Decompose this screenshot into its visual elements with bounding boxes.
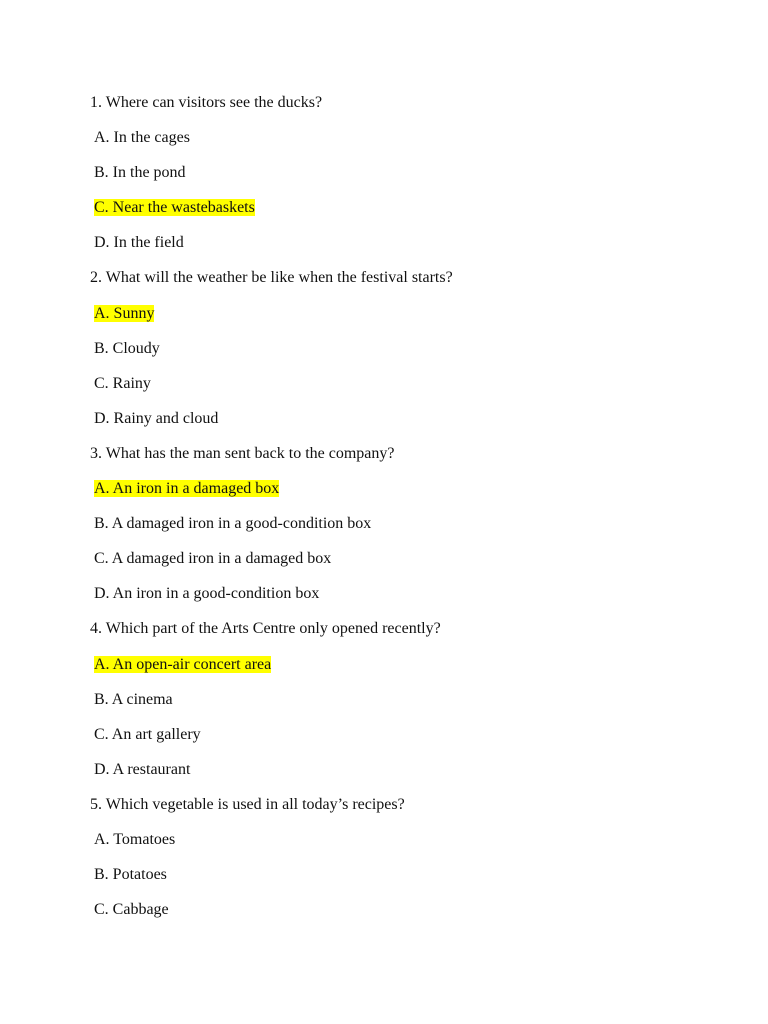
question-5 xyxy=(90,793,710,828)
highlighted-option-text: A. An iron in a damaged box xyxy=(94,480,280,498)
question-5-option-b xyxy=(90,863,710,898)
option-text: B. Cloudy xyxy=(94,339,160,357)
question-1-option-b xyxy=(90,161,710,196)
question-4-option-c xyxy=(90,723,710,758)
option-text: D. A restaurant xyxy=(94,760,191,778)
question-2 xyxy=(90,266,710,301)
option-text: B. In the pond xyxy=(94,164,186,182)
question-text: 5. Which vegetable is used in all today’s recipes? xyxy=(90,795,405,813)
quiz-content xyxy=(90,91,710,933)
question-3-option-b xyxy=(90,512,710,547)
option-text: C. An art gallery xyxy=(94,725,201,743)
question-2-option-a xyxy=(90,302,710,337)
highlighted-option-text: C. Near the wastebaskets xyxy=(94,199,255,217)
option-text: D. An iron in a good-condition box xyxy=(94,585,320,603)
question-1-option-d xyxy=(90,231,710,266)
question-text: 2. What will the weather be like when the festival starts? xyxy=(90,269,453,287)
question-3-option-a xyxy=(90,477,710,512)
question-3-option-c xyxy=(90,547,710,582)
option-text: B. A damaged iron in a good-condition box xyxy=(94,515,372,533)
question-4-option-b xyxy=(90,688,710,723)
question-text: 3. What has the man sent back to the company? xyxy=(90,444,395,462)
option-text: A. In the cages xyxy=(94,129,190,147)
question-4-option-d xyxy=(90,758,710,793)
question-5-option-c xyxy=(90,898,710,933)
highlighted-option-text: A. Sunny xyxy=(94,304,155,322)
option-text: A. Tomatoes xyxy=(94,830,176,848)
option-text: C. Rainy xyxy=(94,374,151,392)
question-3-option-d xyxy=(90,582,710,617)
option-text: D. Rainy and cloud xyxy=(94,409,219,427)
option-text: C. Cabbage xyxy=(94,901,169,919)
question-text: 4. Which part of the Arts Centre only opened recently? xyxy=(90,620,441,638)
question-1-option-a xyxy=(90,126,710,161)
question-4-option-a xyxy=(90,653,710,688)
option-text: C. A damaged iron in a damaged box xyxy=(94,550,332,568)
question-4 xyxy=(90,617,710,652)
option-text: B. A cinema xyxy=(94,690,173,708)
option-text: D. In the field xyxy=(94,234,184,252)
question-5-option-a xyxy=(90,828,710,863)
question-1 xyxy=(90,91,710,126)
question-3 xyxy=(90,442,710,477)
question-2-option-b xyxy=(90,337,710,372)
question-2-option-d xyxy=(90,407,710,442)
question-1-option-c xyxy=(90,196,710,231)
option-text: B. Potatoes xyxy=(94,866,167,884)
highlighted-option-text: A. An open-air concert area xyxy=(94,655,272,673)
question-text: 1. Where can visitors see the ducks? xyxy=(90,94,323,111)
question-2-option-c xyxy=(90,372,710,407)
